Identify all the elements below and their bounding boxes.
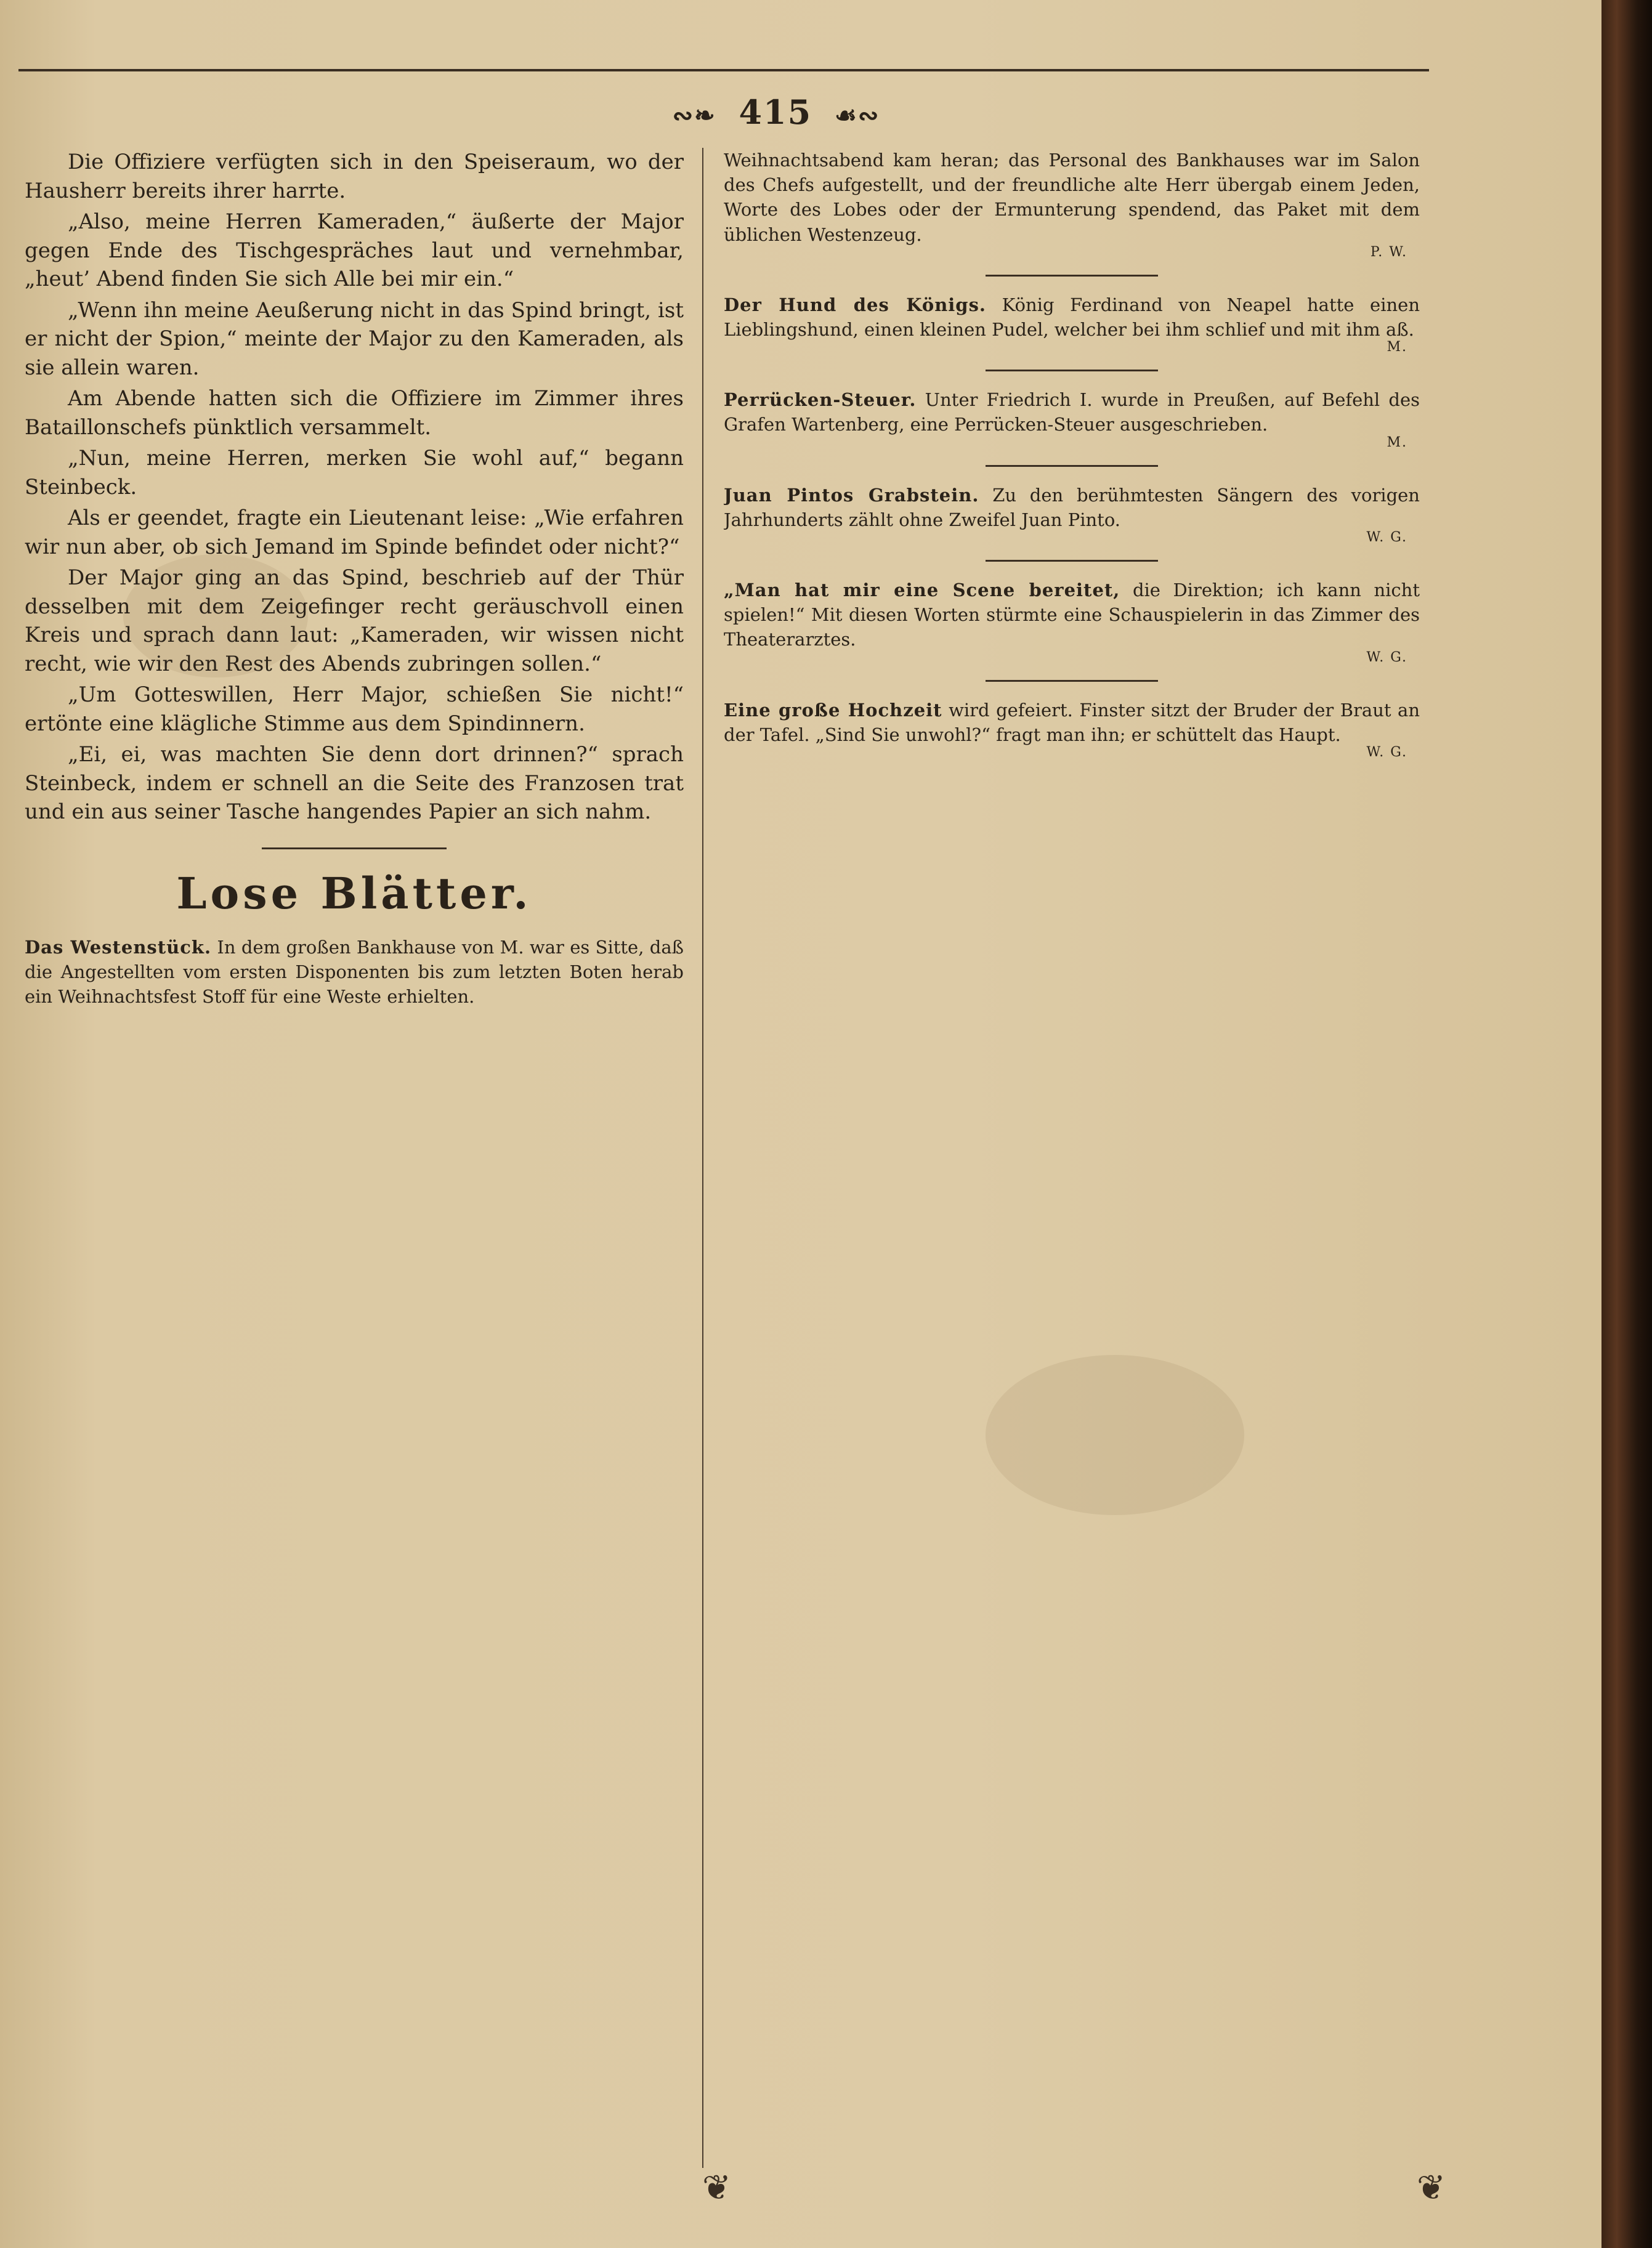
- story-paragraph: „Nun, meine Herren, merken Sie wohl auf,“ begann Steinbeck.: [25, 446, 684, 499]
- story-paragraph: „Um Gotteswillen, Herr Major, schießen Sie nicht!“ ertönte eine klägliche Stimme aus dem Spindinnern.: [25, 682, 684, 736]
- story-paragraph: „Also, meine Herren Kameraden,“ äußerte der Major gegen Ende des Tischgespräches laut und vernehmbar, „heut’ Abend finden Sie sich Alle bei mir ein.“: [25, 209, 684, 291]
- article-signature: M.: [1387, 339, 1407, 355]
- article-body: König Ferdinand von Neapel hatte einen Lieblingshund, einen kleinen Pudel, welcher bei ihm schlief und mit ihm aß.: [724, 294, 1420, 341]
- article-heading: Der Hund des Königs.: [724, 294, 987, 315]
- story-paragraph: „Wenn ihn meine Aeußerung nicht in das Spind bringt, ist er nicht der Spion,“ meinte der Major zu den Kameraden, als sie allein waren.: [25, 297, 684, 380]
- article-perruecken-steuer: [724, 387, 1420, 450]
- article-text: [724, 387, 1420, 437]
- article-text: [724, 483, 1420, 532]
- corner-ornament-icon: ❦: [1417, 2168, 1446, 2208]
- article-signature: W. G.: [1366, 649, 1407, 665]
- article-body: wird gefeiert. Finster sitzt der Bruder der Braut an der Tafel. „Sind Sie unwohl?“ fragt man ihn; er schüttelt das Haupt.: [724, 699, 1420, 745]
- story-paragraph: Der Major ging an das Spind, beschrieb auf der Thür desselben mit dem Zeigefinger recht geräuschvoll einen Kreis und sprach dann laut: „Kameraden, wir wissen nicht recht, wie wir den Rest des Abends zubringen sollen.“: [25, 565, 684, 676]
- article-heading: Das Westenstück.: [25, 936, 212, 958]
- article-juan-pinto: [724, 483, 1420, 545]
- column-divider: [702, 148, 703, 2168]
- article-westenstueck: [25, 935, 684, 1009]
- book-binding: [1601, 0, 1652, 2248]
- article-westenstueck-continued: [724, 148, 1420, 260]
- article-divider: [986, 560, 1158, 562]
- article-text: [724, 578, 1420, 652]
- article-text: [724, 698, 1420, 747]
- article-body: Unter Friedrich I. wurde in Preußen, auf Befehl des Grafen Wartenberg, eine Perrücken-Steuer ausgeschrieben.: [724, 389, 1420, 435]
- article-body: In dem großen Bankhause von M. war es Sitte, daß die Angestellten vom ersten Disponenten bis zum letzten Boten herab ein Weihnachtsfest Stoff für eine Weste erhielten.: [25, 936, 684, 1007]
- article-signature: W. G.: [1366, 745, 1407, 761]
- article-signature: W. G.: [1366, 530, 1407, 546]
- left-column: [25, 148, 684, 2180]
- article-divider: [986, 465, 1158, 467]
- article-divider: [986, 370, 1158, 371]
- article-signature: M.: [1387, 434, 1407, 450]
- article-text: [25, 935, 684, 1009]
- article-body: Zu den berühmtesten Sängern des vorigen Jahrhunderts zählt ohne Zweifel Juan Pinto.: [724, 484, 1420, 530]
- article-hochzeit: [724, 698, 1420, 760]
- article-scene: [724, 578, 1420, 665]
- story-paragraph: Die Offiziere verfügten sich in den Speiseraum, wo der Hausherr bereits ihrer harrte.: [25, 150, 684, 203]
- article-divider: [986, 275, 1158, 277]
- article-heading: Juan Pintos Grabstein.: [724, 484, 979, 506]
- header-rule: [18, 69, 1429, 71]
- right-column: [724, 148, 1420, 2180]
- story-paragraph: Am Abende hatten sich die Offiziere im Zimmer ihres Bataillonschefs pünktlich versammelt.: [25, 386, 684, 440]
- article-signature: P. W.: [1370, 244, 1407, 260]
- article-body: die Direktion; ich kann nicht spielen!“ Mit diesen Worten stürmte eine Schauspielerin in das Zimmer des Theaterarztes.: [724, 580, 1420, 650]
- story-paragraph: Als er geendet, fragte ein Lieutenant leise: „Wie erfahren wir nun aber, ob sich Jemand im Spinde befindet oder nicht?“: [25, 506, 684, 559]
- page-number: [616, 92, 936, 132]
- page-number-value: 415: [739, 92, 812, 132]
- article-text: [724, 148, 1420, 247]
- article-heading: Eine große Hochzeit: [724, 699, 942, 721]
- article-heading: Perrücken-Steuer.: [724, 389, 917, 411]
- story-paragraph: „Ei, ei, was machten Sie denn dort drinnen?“ sprach Steinbeck, indem er schnell an die Seite des Franzosen trat und ein aus seiner Tasche hangendes Papier an sich nahm.: [25, 742, 684, 824]
- article-body: Weihnachtsabend kam heran; das Personal des Bankhauses war im Salon des Chefs aufgestellt, und der freundliche alte Herr übergab einem Jeden, Worte des Lobes oder der Ermunterung spendend, das Paket mit dem üblichen Westenzeug.: [724, 150, 1420, 245]
- section-title: Lose Blätter.: [176, 867, 532, 919]
- ornament-left-icon: ∾❧: [672, 101, 716, 130]
- article-divider: [986, 680, 1158, 682]
- corner-ornament-icon: ❦: [702, 2168, 731, 2208]
- article-hund-des-koenigs: [724, 293, 1420, 355]
- story-text: [25, 148, 684, 827]
- article-heading: „Man hat mir eine Scene bereitet,: [724, 580, 1120, 601]
- article-text: [724, 293, 1420, 342]
- section-rule: [262, 847, 447, 849]
- ornament-right-icon: ☙∾: [835, 101, 880, 130]
